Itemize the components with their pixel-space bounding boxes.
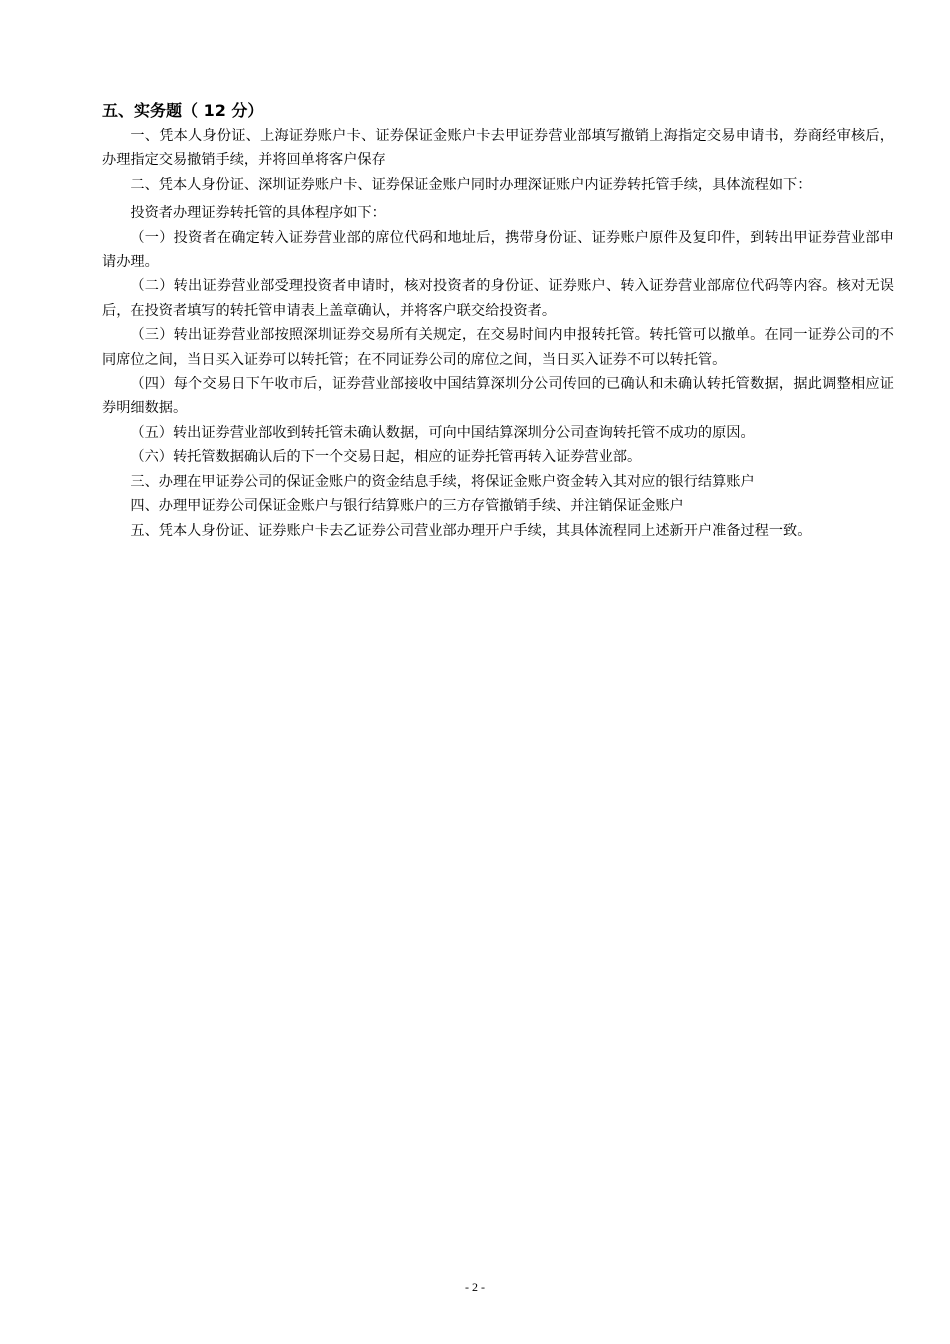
paragraph-2: 二、凭本人身份证、深圳证券账户卡、证券保证金账户同时办理深证账户内证券转托管手续，具体流程如下： [130,176,812,193]
document-body [102,98,894,543]
paragraph-8: （五）转出证券营业部收到转托管未确认数据，可向中国结算深圳分公司查询转托管不成功的原因。 [130,424,755,441]
paragraph-3: 投资者办理证券转托管的具体程序如下： [130,205,386,222]
paragraph-9: （六）转托管数据确认后的下一个交易日起，相应的证券托管再转入证券营业部。 [130,449,642,466]
paragraph-4: （一）投资者在确定转入证券营业部的席位代码和地址后，携带身份证、证券账户原件及复印件，到转出甲证券营业部申请办理。 [102,229,894,271]
paragraph-10: 三、办理在甲证券公司的保证金账户的资金结息手续，将保证金账户资金转入其对应的银行结算账户 [130,473,755,490]
paragraph-1: 一、凭本人身份证、上海证券账户卡、证券保证金账户卡去甲证券营业部填写撤销上海指定交易申请书，券商经审核后，办理指定交易撤销手续，并将回单将客户保存 [102,128,894,169]
paragraph-11: 四、办理甲证券公司保证金账户与银行结算账户的三方存管撤销手续、并注销保证金账户 [130,498,684,515]
paragraph-6: （三）转出证券营业部按照深圳证券交易所有关规定，在交易时间内申报转托管。转托管可以撤单。在同一证券公司的不同席位之间，当日买入证券可以转托管；在不同证券公司的席位之间，当日买入证券不可以转托管。 [102,327,894,368]
paragraph-7: （四）每个交易日下午收市后，证券营业部接收中国结算深圳分公司传回的已确认和未确认转托管数据，据此调整相应证券明细数据。 [102,376,894,417]
section-heading: 五、实务题（ 12 分） [102,101,264,120]
paragraph-5: （二）转出证券营业部受理投资者申请时，核对投资者的身份证、证券账户、转入证券营业部席位代码等内容。核对无误后，在投资者填写的转托管申请表上盖章确认，并将客户联交给投资者。 [102,278,894,319]
page-number: - 2 - [465,1280,485,1294]
paragraph-12: 五、凭本人身份证、证券账户卡去乙证券公司营业部办理开户手续，其具体流程同上述新开户准备过程一致。 [130,522,812,539]
